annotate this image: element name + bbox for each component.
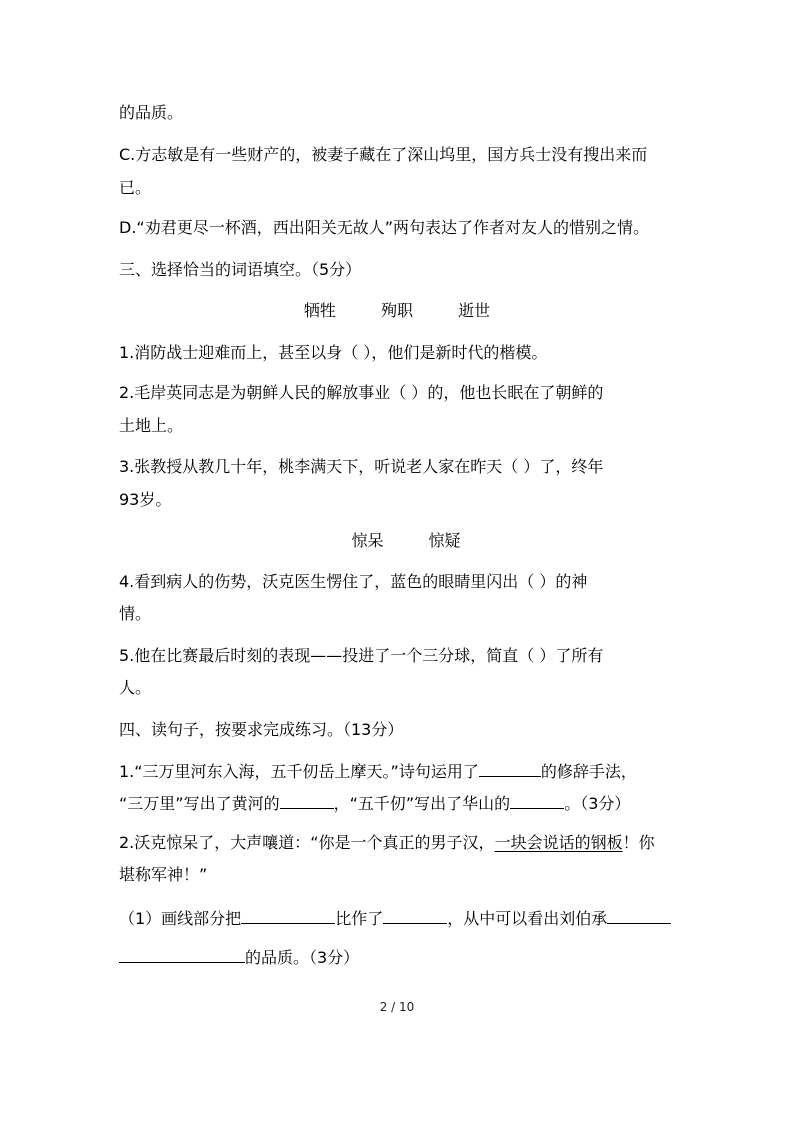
text-segment: 的修辞手法， xyxy=(540,762,637,781)
text-line: 人。 xyxy=(119,678,152,697)
text-segment: 比作了 xyxy=(335,909,384,928)
answer-blank[interactable] xyxy=(241,907,335,924)
word-bank-1 xyxy=(0,301,794,321)
answer-blank[interactable] xyxy=(280,792,334,809)
question-line xyxy=(119,833,655,853)
answer-blank[interactable] xyxy=(119,946,245,963)
question-line xyxy=(119,946,359,968)
question-line: 4.看到病人的伤势，沃克医生愣住了，蓝色的眼睛里闪出（ ）的神 xyxy=(119,572,588,591)
text-line: 93岁。 xyxy=(119,490,172,509)
text-segment: （1）画线部分把 xyxy=(119,909,242,928)
text-segment: “三万里”写出了黄河的 xyxy=(119,794,280,813)
option-c-line: C.方志敏是有一些财产的，被妻子藏在了深山坞里，国方兵士没有搜出来而 xyxy=(119,145,648,164)
question-line: 1.消防战士迎难而上，甚至以身（ ），他们是新时代的楷模。 xyxy=(119,343,548,362)
word-bank-2 xyxy=(0,531,794,551)
question-line xyxy=(119,760,637,782)
question-line: 2.毛岸英同志是为朝鲜人民的解放事业（ ）的，他也长眠在了朝鲜的 xyxy=(119,383,604,402)
text-line: 情。 xyxy=(119,604,152,623)
word-bank-item: 殉职 xyxy=(380,301,413,320)
section-four-heading: 四、读句子，按要求完成练习。（13分） xyxy=(119,720,404,739)
text-line: 的品质。 xyxy=(119,103,184,122)
text-segment: ，“五千仞”写出了华山的 xyxy=(333,794,511,813)
question-line: 3.张教授从教几十年，桃李满天下，听说老人家在昨天（ ）了，终年 xyxy=(119,457,604,476)
text-segment: 1.“三万里河东入海，五千仞岳上摩天。”诗句运用了 xyxy=(119,762,479,781)
answer-blank[interactable] xyxy=(510,792,564,809)
question-line xyxy=(119,792,630,814)
text-line: 已。 xyxy=(119,178,152,197)
answer-blank[interactable] xyxy=(607,907,671,924)
text-line: 土地上。 xyxy=(119,416,184,435)
text-segment: ，从中可以看出刘伯承 xyxy=(447,909,608,928)
page-number: 2 / 10 xyxy=(379,1000,415,1014)
question-line: 5.他在比赛最后时刻的表现——投进了一个三分球，简直（ ）了所有 xyxy=(119,646,604,665)
answer-blank[interactable] xyxy=(479,760,541,777)
word-bank-item: 惊呆 xyxy=(351,531,384,550)
text-segment: 。（3分） xyxy=(564,794,631,813)
text-segment: 2.沃克惊呆了，大声嚷道：“你是一个真正的男子汉， xyxy=(119,833,495,852)
option-d-line: D.“劝君更尽一杯酒，西出阳关无故人”两句表达了作者对友人的惜别之情。 xyxy=(119,218,649,237)
word-bank-item: 牺牲 xyxy=(303,301,336,320)
text-line: 堪称军神！” xyxy=(119,865,208,884)
answer-blank[interactable] xyxy=(383,907,447,924)
text-segment: ！你 xyxy=(622,833,655,852)
section-three-heading: 三、选择恰当的词语填空。（5分） xyxy=(119,260,362,279)
text-segment: 的品质。（3分） xyxy=(245,948,360,967)
word-bank-item: 惊疑 xyxy=(428,531,461,550)
underlined-phrase: 一块会说话的钢板 xyxy=(494,833,623,852)
question-line xyxy=(119,907,671,929)
word-bank-item: 逝世 xyxy=(458,301,491,320)
